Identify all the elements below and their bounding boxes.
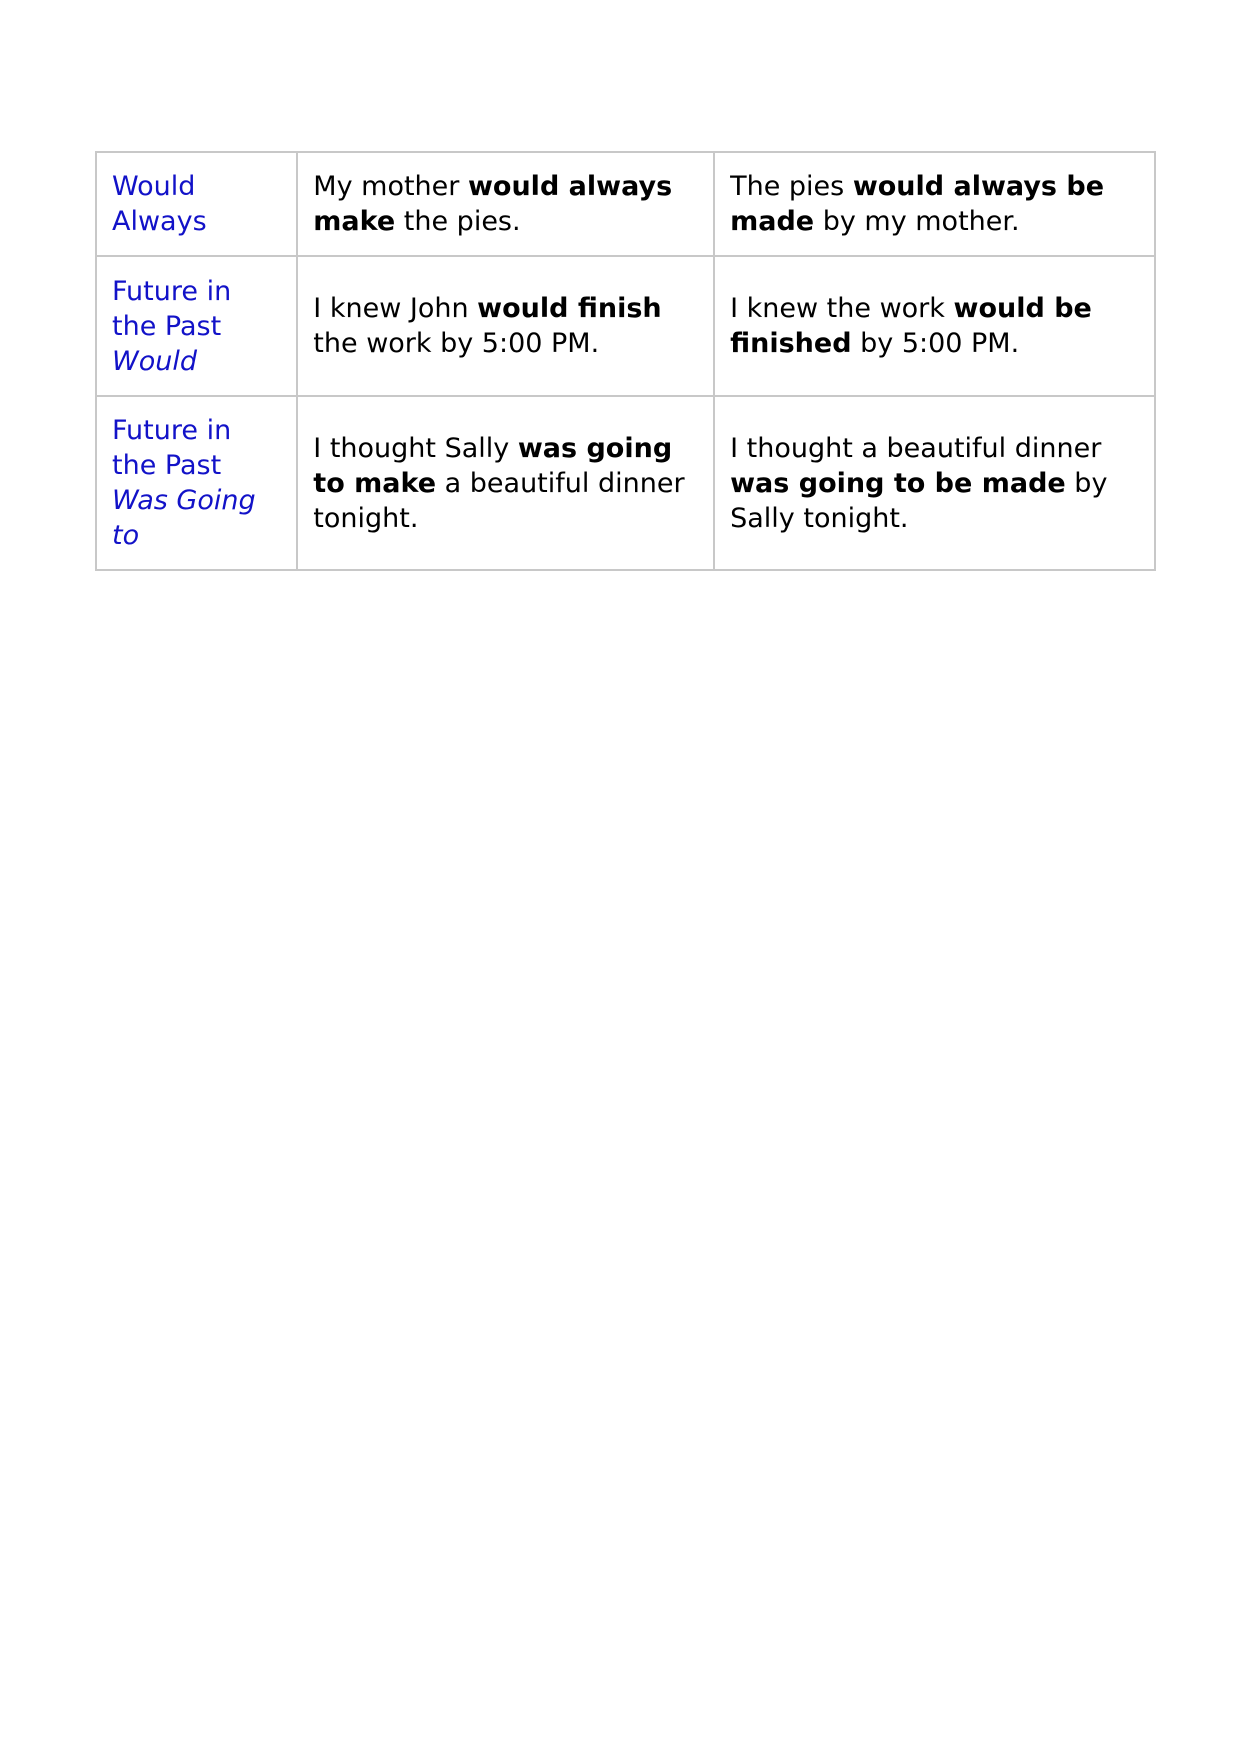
tense-label: Future in the Past (112, 415, 232, 481)
tense-auxiliary: Was Going to (112, 485, 256, 551)
passive-voice-cell (714, 396, 1155, 570)
tense-auxiliary: Would (112, 345, 197, 377)
grammar-table (95, 151, 1156, 571)
tense-label: Would Always (112, 171, 207, 237)
passive-text: The pies (730, 171, 853, 202)
active-text: I thought Sally (313, 432, 518, 464)
active-text: My mother (313, 171, 468, 202)
table-row (96, 396, 1155, 570)
tense-cell (96, 152, 297, 256)
active-verb: was going to make (313, 432, 673, 499)
active-voice-cell (297, 152, 714, 256)
passive-text: by Sally tonight. (730, 467, 1108, 534)
passive-text: by 5:00 PM. (851, 328, 1020, 359)
tense-label: Future in the Past (112, 275, 232, 342)
active-text: a beautiful dinner tonight. (313, 467, 685, 534)
active-text: I knew John (313, 293, 478, 324)
passive-verb: was going to be made (730, 467, 1066, 499)
active-verb: would always make (313, 171, 673, 237)
tense-cell (96, 256, 297, 396)
passive-text: by my mother. (814, 206, 1020, 237)
active-verb: would finish (477, 293, 662, 324)
passive-voice-cell (714, 256, 1155, 396)
tense-cell (96, 396, 297, 570)
passive-voice-cell (714, 152, 1155, 256)
active-voice-cell (297, 396, 714, 570)
active-text: the work by 5:00 PM. (313, 328, 600, 359)
passive-text: I thought a beautiful dinner (730, 432, 1102, 464)
passive-verb: would be finished (730, 293, 1092, 359)
passive-text: I knew the work (730, 293, 954, 324)
passive-verb: would always be made (730, 171, 1105, 237)
active-voice-cell (297, 256, 714, 396)
table-row (96, 256, 1155, 396)
table-row (96, 152, 1155, 256)
active-text: the pies. (395, 206, 521, 237)
